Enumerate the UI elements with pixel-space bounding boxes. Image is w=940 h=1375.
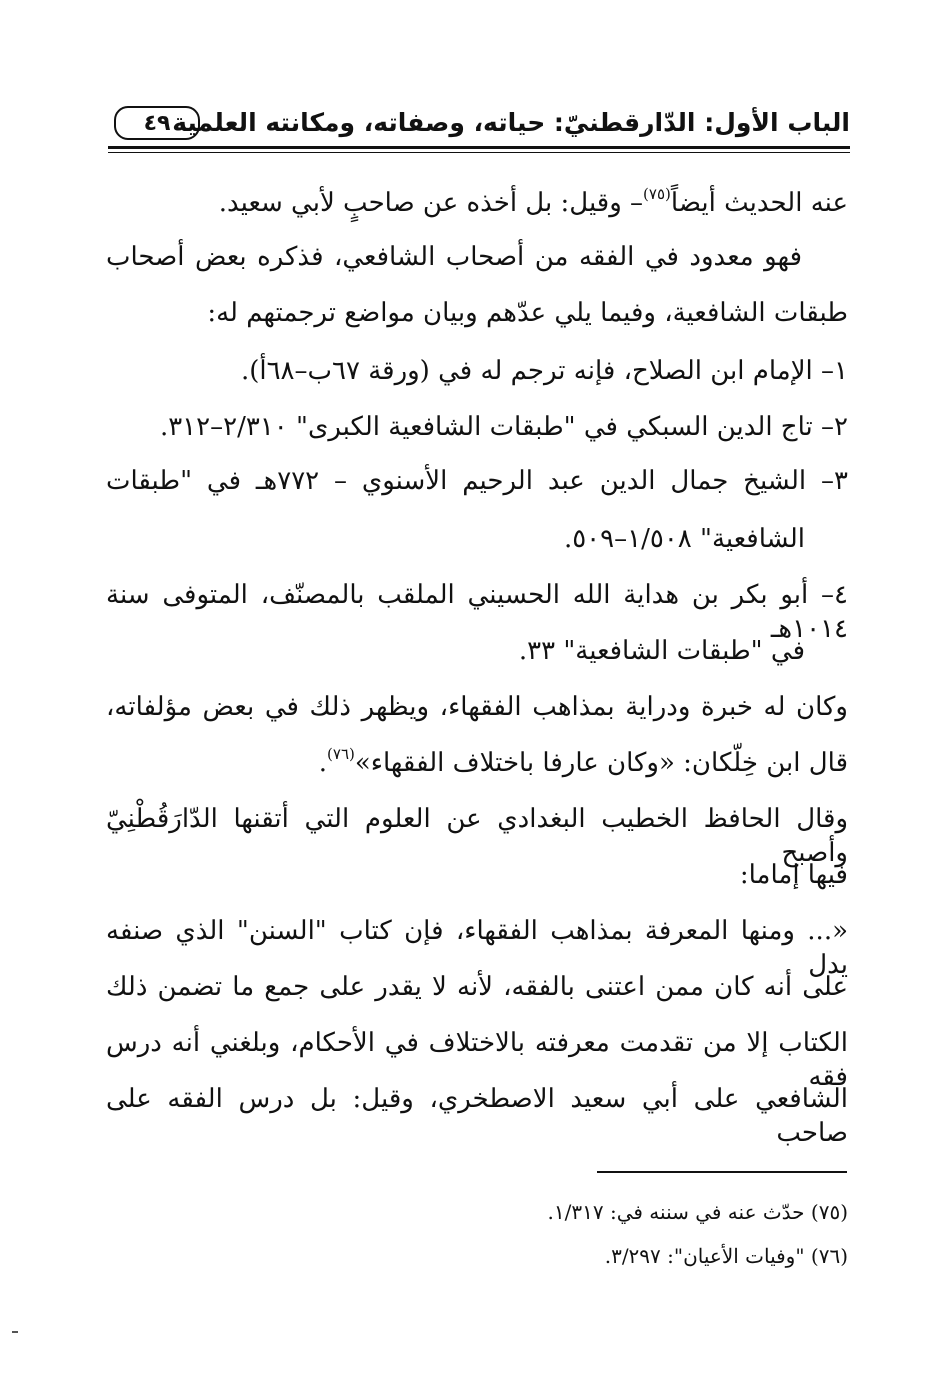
- body-text: ١– الإمام ابن الصلاح، فإنه ترجم له في (ورقة ٦٧ب–٦٨أ).: [240, 356, 848, 386]
- footnote-ref: (٧٥): [643, 185, 671, 203]
- body-line: [106, 802, 848, 868]
- page-number: ٤٩: [114, 106, 200, 140]
- body-text: – وقيل: بل أخذه عن صاحبٍ لأبي سعيد.: [218, 188, 644, 218]
- body-text: «... ومنها المعرفة بمذاهب الفقهاء، فإن كتاب "السنن" الذي صنفه يدل: [106, 916, 848, 980]
- body-line: [740, 858, 848, 892]
- list-item-continuation: [564, 522, 805, 556]
- body-text: فيها إماما:: [739, 860, 848, 890]
- body-text: ٢– تاج الدين السبكي في "طبقات الشافعية الكبرى" ٢/٣١٠–٣١٢.: [159, 412, 848, 442]
- list-item: [108, 464, 848, 498]
- body-text: طبقات الشافعية، وفيما يلي عدّهم وبيان مواضع ترجمتهم له:: [207, 298, 848, 328]
- body-text: على أنه كان ممن اعتنى بالفقه، لأنه لا يقدر على جمع ما تضمن ذلك: [106, 972, 848, 1002]
- body-text: فهو معدود في الفقه من أصحاب الشافعي، فذكره بعض أصحاب: [106, 242, 803, 272]
- body-text: ٤– أبو بكر بن هداية الله الحسيني الملقب بالمصنّف، المتوفى سنة ١٠١٤هـ: [106, 580, 848, 644]
- body-text: ٣– الشيخ جمال الدين عبد الرحيم الأسنوي – ٧٧٢هـ في "طبقات: [106, 466, 848, 496]
- body-line: [319, 746, 848, 780]
- footnote-ref: (٧٦): [327, 745, 355, 763]
- body-text: الشافعي على أبي سعيد الاصطخري، وقيل: بل درس الفقه على صاحب: [106, 1084, 848, 1148]
- header-rule-thin: [108, 152, 850, 153]
- body-text: الكتاب إلا من تقدمت معرفته بالاختلاف في الأحكام، وبلغني أنه درس فقه: [106, 1028, 848, 1092]
- list-item: [106, 578, 848, 644]
- footnote-separator: [597, 1171, 847, 1173]
- body-line: [108, 690, 848, 724]
- body-line: [219, 186, 848, 220]
- body-text: الشافعية" ١/٥٠٨–٥٠٩.: [563, 524, 805, 554]
- body-text: وكان له خبرة ودراية بمذاهب الفقهاء، ويظهر ذلك في بعض مؤلفاته،: [106, 692, 848, 722]
- list-item: [160, 410, 848, 444]
- list-item: [241, 354, 848, 388]
- quote-line: [106, 914, 848, 980]
- body-text: قال ابن خِلّكان: «وكان عارفا باختلاف الفقهاء»: [354, 748, 848, 778]
- chapter-title: الباب الأول: الدّارقطنيّ: حياته، وصفاته، ومكانته العلمية: [172, 108, 850, 137]
- footnote: (٧٥) حدّث عنه في سننه في: ١/٣١٧.: [547, 1200, 848, 1224]
- body-text: وقال الحافظ الخطيب البغدادي عن العلوم التي أتقنها الدّارَقُطْنِيّ وأصبح: [106, 804, 848, 868]
- body-text: عنه الحديث أيضاً: [670, 188, 848, 218]
- quote-line: [106, 1082, 848, 1148]
- body-line: [207, 296, 848, 330]
- body-text: .: [318, 748, 328, 778]
- quote-line: [108, 970, 848, 1004]
- margin-mark: [12, 1331, 18, 1333]
- page-header: [108, 100, 850, 146]
- body-text: في "طبقات الشافعية" ٣٣.: [518, 636, 805, 666]
- header-rule: [108, 146, 850, 149]
- footnote: (٧٦) "وفيات الأعيان": ٣/٢٩٧.: [604, 1244, 848, 1268]
- body-line: [108, 240, 848, 274]
- quote-line: [106, 1026, 848, 1092]
- list-item-continuation: [519, 634, 805, 668]
